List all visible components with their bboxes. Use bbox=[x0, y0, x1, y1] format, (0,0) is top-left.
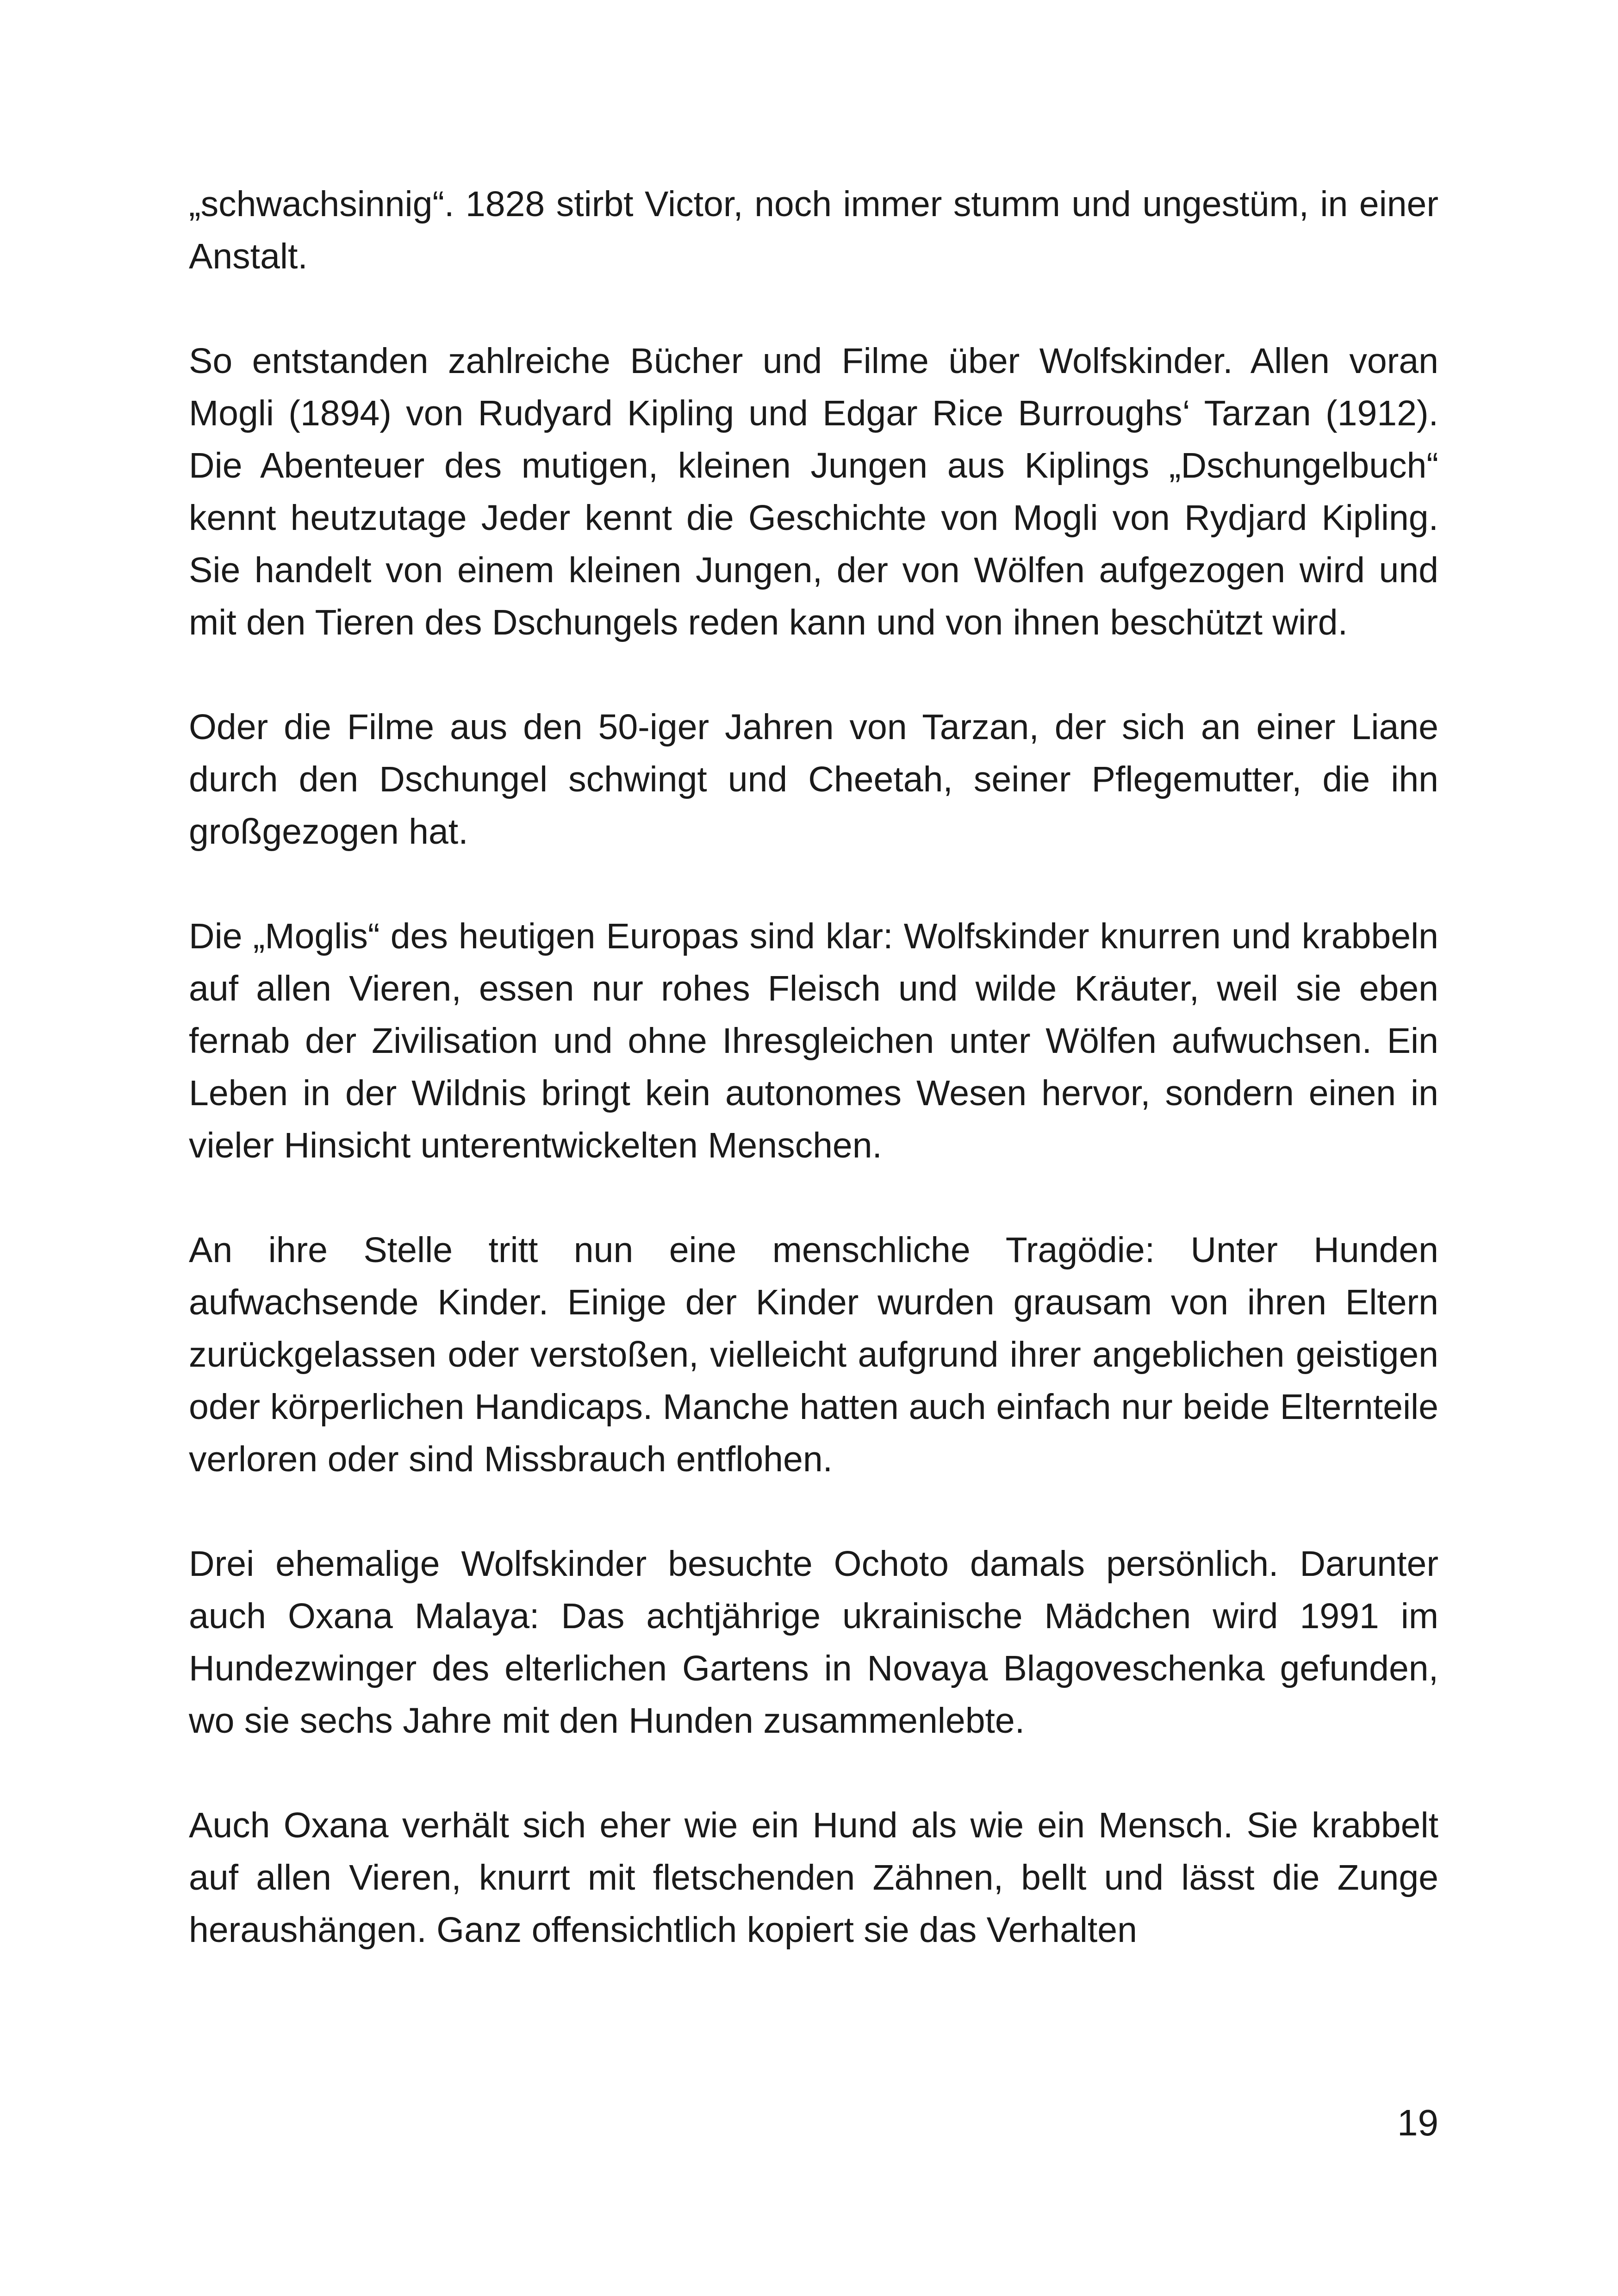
paragraph-5: An ihre Stelle tritt nun eine menschliche Tragödie: Unter Hunden aufwachsende Kinder. Einige der Kinder wurden grausam von ihren Eltern zurückgelassen oder verstoßen, vielleicht aufgrund ihrer angeblichen geistigen oder körperlichen Handicaps. Manche hatten auch einfach nur beide Elternteile verloren oder sind Missbrauch entflohen. bbox=[189, 1230, 1438, 1479]
paragraph-6: Drei ehemalige Wolfskinder besuchte Ochoto damals persönlich. Darunter auch Oxana Malaya: Das achtjährige ukrainische Mädchen wird 1991 im Hundezwinger des elterlichen Gartens in Novaya Blagoveschenka gefunden, wo sie sechs Jahre mit den Hunden zusammenlebte. bbox=[189, 1544, 1438, 1741]
paragraph-3: Oder die Filme aus den 50-iger Jahren von Tarzan, der sich an einer Liane durch den Dschungel schwingt und Cheetah, seiner Pflegemutter, die ihn großgezogen hat. bbox=[189, 707, 1438, 852]
page-number: 19 bbox=[1397, 2102, 1438, 2143]
paragraph-1: „schwachsinnig“. 1828 stirbt Victor, noch immer stumm und ungestüm, in einer Anstalt. bbox=[189, 184, 1438, 276]
body-text bbox=[189, 178, 1438, 1956]
paragraph-7: Auch Oxana verhält sich eher wie ein Hund als wie ein Mensch. Sie krabbelt auf allen Vieren, knurrt mit fletschenden Zähnen, bellt und lässt die Zunge heraushängen. Ganz offensichtlich kopiert sie das Verhalten bbox=[189, 1805, 1438, 1950]
paragraph-2: So entstanden zahlreiche Bücher und Filme über Wolfskinder. Allen voran Mogli (1894) von Rudyard Kipling und Edgar Rice Burroughs‘ Tarzan (1912). Die Abenteuer des mutigen, kleinen Jungen aus Kiplings „Dschungelbuch“ kennt heutzutage Jeder kennt die Geschichte von Mogli von Rydjard Kipling. Sie handelt von einem kleinen Jungen, der von Wölfen aufgezogen wird und mit den Tieren des Dschungels reden kann und von ihnen beschützt wird. bbox=[189, 341, 1438, 642]
paragraph-4: Die „Moglis“ des heutigen Europas sind klar: Wolfskinder knurren und krabbeln auf allen Vieren, essen nur rohes Fleisch und wilde Kräuter, weil sie eben fernab der Zivilisation und ohne Ihresgleichen unter Wölfen aufwuchsen. Ein Leben in der Wildnis bringt kein autonomes Wesen hervor, sondern einen in vieler Hinsicht unterentwickelten Menschen. bbox=[189, 916, 1438, 1165]
